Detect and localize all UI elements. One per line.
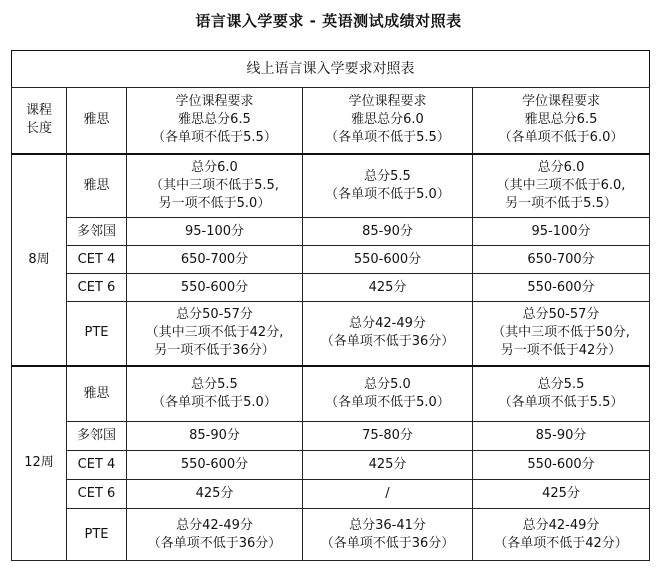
table-row bbox=[12, 302, 650, 366]
header-row bbox=[12, 88, 650, 154]
cell-line: （各单项不低于36分） bbox=[320, 334, 455, 350]
requirement-cell bbox=[473, 154, 650, 218]
cell-line: （各单项不低于36分） bbox=[320, 535, 455, 551]
requirement-cell bbox=[303, 366, 473, 422]
cell-line: 另一项不低于36分） bbox=[154, 343, 275, 359]
table-row bbox=[12, 509, 650, 561]
test-name-cell: 多邻国 bbox=[67, 422, 127, 451]
header-col-3 bbox=[473, 88, 650, 154]
header-line: 雅思总分6.0 bbox=[351, 112, 424, 128]
duration-cell-8w: 8周 bbox=[12, 154, 67, 366]
cell-line: （其中三项不低于42分, bbox=[145, 325, 284, 341]
cell-line: 总分42-49分 bbox=[349, 316, 426, 332]
header-line: （各单项不低于6.0） bbox=[498, 130, 624, 146]
requirement-cell bbox=[127, 366, 303, 422]
header-duration bbox=[12, 88, 67, 154]
header-line: 学位课程要求 bbox=[348, 94, 427, 110]
requirement-cell: 425分 bbox=[303, 451, 473, 480]
test-name-cell: 雅思 bbox=[67, 154, 127, 218]
requirement-cell bbox=[473, 509, 650, 561]
cell-line: （各单项不低于5.0） bbox=[325, 186, 450, 202]
requirement-cell: 425分 bbox=[303, 274, 473, 302]
cell-line: 总分36-41分 bbox=[349, 517, 426, 533]
test-name-cell: CET 6 bbox=[67, 274, 127, 302]
requirement-cell: 95-100分 bbox=[127, 218, 303, 246]
requirement-cell: 425分 bbox=[473, 480, 650, 509]
table-row bbox=[12, 480, 650, 509]
cell-line: 总分50-57分 bbox=[522, 307, 600, 323]
page-title: 语言课入学要求 - 英语测试成绩对照表 bbox=[195, 12, 462, 30]
table-row bbox=[12, 451, 650, 480]
header-test: 雅思 bbox=[67, 88, 127, 154]
cell-line: （各单项不低于36分） bbox=[147, 535, 282, 551]
header-col-1 bbox=[127, 88, 303, 154]
cell-line: 总分5.5 bbox=[537, 376, 585, 392]
header-duration-line: 长度 bbox=[25, 121, 52, 137]
test-name-cell: CET 6 bbox=[67, 480, 127, 509]
cell-line: 总分42-49分 bbox=[522, 517, 600, 533]
requirement-cell: 550-600分 bbox=[303, 246, 473, 274]
requirement-cell: 650-700分 bbox=[127, 246, 303, 274]
cell-line: 总分5.5 bbox=[191, 376, 238, 392]
cell-line: （各单项不低于5.0） bbox=[152, 394, 277, 410]
cell-line: 总分5.0 bbox=[364, 376, 411, 392]
table-row bbox=[12, 246, 650, 274]
comparison-table bbox=[11, 50, 650, 561]
cell-line: （各单项不低于5.5） bbox=[498, 394, 624, 410]
cell-line: （其中三项不低于50分, bbox=[492, 325, 630, 341]
table-title-row bbox=[12, 51, 650, 88]
test-name-cell: CET 4 bbox=[67, 246, 127, 274]
cell-line: 另一项不低于5.5） bbox=[505, 195, 617, 211]
test-name-cell: PTE bbox=[67, 509, 127, 561]
requirement-cell: 85-90分 bbox=[303, 218, 473, 246]
table-title: 线上语言课入学要求对照表 bbox=[12, 51, 650, 88]
table-row bbox=[12, 422, 650, 451]
test-name-cell: CET 4 bbox=[67, 451, 127, 480]
requirement-cell bbox=[303, 302, 473, 366]
cell-line: 总分5.5 bbox=[364, 168, 411, 184]
requirement-cell: 85-90分 bbox=[473, 422, 650, 451]
cell-line: （各单项不低于42分） bbox=[494, 535, 628, 551]
requirement-cell bbox=[303, 154, 473, 218]
requirement-cell: 650-700分 bbox=[473, 246, 650, 274]
requirement-cell: 550-600分 bbox=[127, 451, 303, 480]
header-line: 雅思总分6.5 bbox=[524, 112, 598, 128]
header-col-2 bbox=[303, 88, 473, 154]
header-duration-line: 课程 bbox=[25, 103, 52, 119]
cell-line: 总分6.0 bbox=[537, 159, 585, 175]
cell-line: 总分50-57分 bbox=[176, 307, 253, 323]
requirement-cell: 75-80分 bbox=[303, 422, 473, 451]
table-row bbox=[12, 154, 650, 218]
requirement-cell: 95-100分 bbox=[473, 218, 650, 246]
cell-line: 另一项不低于5.0） bbox=[158, 195, 271, 211]
header-line: 学位课程要求 bbox=[175, 94, 254, 110]
cell-line: 总分42-49分 bbox=[176, 517, 253, 533]
cell-line: （其中三项不低于5.5, bbox=[150, 177, 279, 193]
requirement-cell bbox=[127, 302, 303, 366]
requirement-cell bbox=[127, 509, 303, 561]
header-line: 雅思总分6.5 bbox=[178, 112, 251, 128]
requirement-cell bbox=[473, 366, 650, 422]
test-name-cell: PTE bbox=[67, 302, 127, 366]
table-row bbox=[12, 366, 650, 422]
cell-line: （其中三项不低于6.0, bbox=[496, 177, 626, 193]
header-line: （各单项不低于5.5） bbox=[325, 130, 450, 146]
requirement-cell bbox=[127, 154, 303, 218]
test-name-cell: 雅思 bbox=[67, 366, 127, 422]
cell-line: （各单项不低于5.0） bbox=[325, 394, 450, 410]
cell-line: 总分6.0 bbox=[191, 159, 238, 175]
requirement-cell: 425分 bbox=[127, 480, 303, 509]
header-line: 学位课程要求 bbox=[522, 94, 601, 110]
header-line: （各单项不低于5.5） bbox=[152, 130, 277, 146]
requirement-cell: 550-600分 bbox=[473, 274, 650, 302]
test-name-cell: 多邻国 bbox=[67, 218, 127, 246]
requirement-cell: 550-600分 bbox=[127, 274, 303, 302]
duration-cell-12w: 12周 bbox=[12, 366, 67, 561]
cell-line: 另一项不低于42分） bbox=[500, 343, 622, 359]
requirement-cell bbox=[303, 509, 473, 561]
requirement-cell: / bbox=[303, 480, 473, 509]
requirement-cell: 85-90分 bbox=[127, 422, 303, 451]
table-row bbox=[12, 218, 650, 246]
requirement-cell bbox=[473, 302, 650, 366]
table-row bbox=[12, 274, 650, 302]
requirement-cell: 550-600分 bbox=[473, 451, 650, 480]
